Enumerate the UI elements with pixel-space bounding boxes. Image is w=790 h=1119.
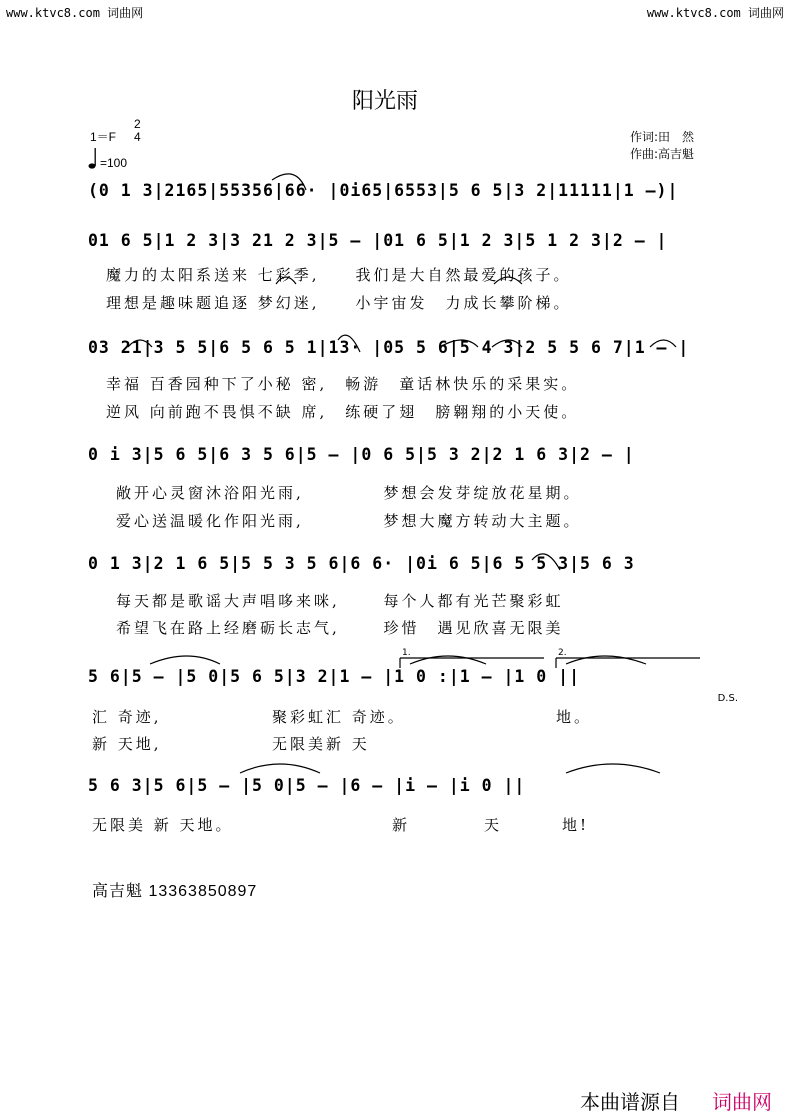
- lyric-line-2-verse-1: 魔力的太阳系送来 七彩季, 我们是大自然最爱的孩子。: [106, 266, 572, 284]
- lyric-line-3-verse-2: 逆风 向前跑不畏惧不缺 席, 练硬了翅 膀翱翔的小天使。: [106, 403, 580, 421]
- slur-4: [128, 340, 152, 347]
- lyric-line-7-b: 新: [392, 816, 411, 834]
- slur-14: [566, 764, 660, 773]
- slur-10: [150, 656, 220, 664]
- music-line-1: (0 1 3|2165|55356|66· |0i65|6553|5 6 5|3 2|11111|1 –)|: [88, 181, 679, 200]
- slur-13: [240, 764, 320, 773]
- watermark-left: www.ktvc8.com 词曲网: [6, 6, 144, 20]
- slur-12: [566, 656, 646, 664]
- lyric-line-7-d: 地!: [562, 816, 590, 834]
- lyric-line-6-verse-2-a: 新 天地,: [92, 735, 162, 753]
- volta-second-ending: 2.: [558, 648, 567, 658]
- music-line-7: 5 6 3|5 6|5 – |5 0|5 – |6 – |i – |i 0 ||: [88, 776, 526, 795]
- lyric-line-6-verse-2-b: 无限美新 天: [272, 735, 370, 753]
- volta-first-ending: 1.: [402, 648, 411, 658]
- music-line-4: 0 i 3|5 6 5|6 3 5 6|5 – |0 6 5|5 3 2|2 1 6 3|2 – |: [88, 445, 635, 464]
- slur-9: [532, 554, 560, 570]
- lyricist-credit: 作词:田 然: [630, 130, 695, 144]
- key-signature: 1＝F: [90, 130, 117, 144]
- time-signature-bottom: 4: [134, 130, 141, 144]
- lyric-line-6-verse-1-b: 聚彩虹汇 奇迹。: [272, 708, 406, 726]
- slur-3: [494, 277, 522, 284]
- composer-contact: 高吉魁 13363850897: [92, 883, 258, 900]
- ds-marking: D.S.: [717, 693, 738, 704]
- music-line-3: 03 21|3 5 5|6 5 6 5 1|13· |05 5 6|5 4 3|2 5 5 6 7|1 – |: [88, 338, 690, 357]
- tempo-marking: =100: [100, 156, 128, 170]
- lyric-line-7-c: 天: [484, 816, 503, 834]
- brand-link[interactable]: 词曲网: [712, 1090, 772, 1114]
- lyric-line-4-verse-2: 爱心送温暖化作阳光雨, 梦想大魔方转动大主题。: [116, 512, 582, 530]
- watermark-right: www.ktvc8.com 词曲网: [646, 6, 784, 20]
- lyric-line-2-verse-2: 理想是趣味题追逐 梦幻迷, 小宇宙发 力成长攀阶梯。: [106, 294, 572, 312]
- song-title: 阳光雨: [351, 89, 418, 114]
- lyric-line-4-verse-1: 敞开心灵窗沐浴阳光雨, 梦想会发芽绽放花星期。: [116, 484, 582, 502]
- slur-7: [492, 340, 522, 347]
- lyric-line-3-verse-1: 幸福 百香园种下了小秘 密, 畅游 童话林快乐的采果实。: [106, 375, 580, 393]
- lyric-line-6-verse-1-c: 地。: [556, 708, 593, 726]
- slur-5: [338, 335, 360, 352]
- slur-1: [272, 174, 306, 190]
- lyric-line-6-verse-1-a: 汇 奇迹,: [92, 708, 162, 726]
- lyric-line-5-verse-1: 每天都是歌谣大声唱哆来咪, 每个人都有光芒聚彩虹: [116, 592, 564, 610]
- source-label: 本曲谱源自: [580, 1090, 680, 1114]
- slur-6: [440, 340, 478, 347]
- music-line-6: 5 6|5 – |5 0|5 6 5|3 2|1 – |1 0 :|1 – |1 0 ||: [88, 667, 581, 686]
- time-signature-top: 2: [134, 117, 141, 131]
- music-line-5: 0 1 3|2 1 6 5|5 5 3 5 6|6 6· |0i 6 5|6 5 5 3|5 6 3: [88, 554, 635, 573]
- slur-2: [276, 277, 296, 284]
- composer-credit: 作曲:高吉魁: [630, 147, 695, 161]
- slur-8: [650, 340, 676, 347]
- lyric-line-7-a: 无限美 新 天地。: [92, 816, 234, 834]
- slur-11: [410, 656, 486, 664]
- music-line-2: 01 6 5|1 2 3|3 21 2 3|5 – |01 6 5|1 2 3|5 1 2 3|2 – |: [88, 231, 668, 250]
- lyric-line-5-verse-2: 希望飞在路上经磨砺长志气, 珍惜 遇见欣喜无限美: [116, 619, 564, 637]
